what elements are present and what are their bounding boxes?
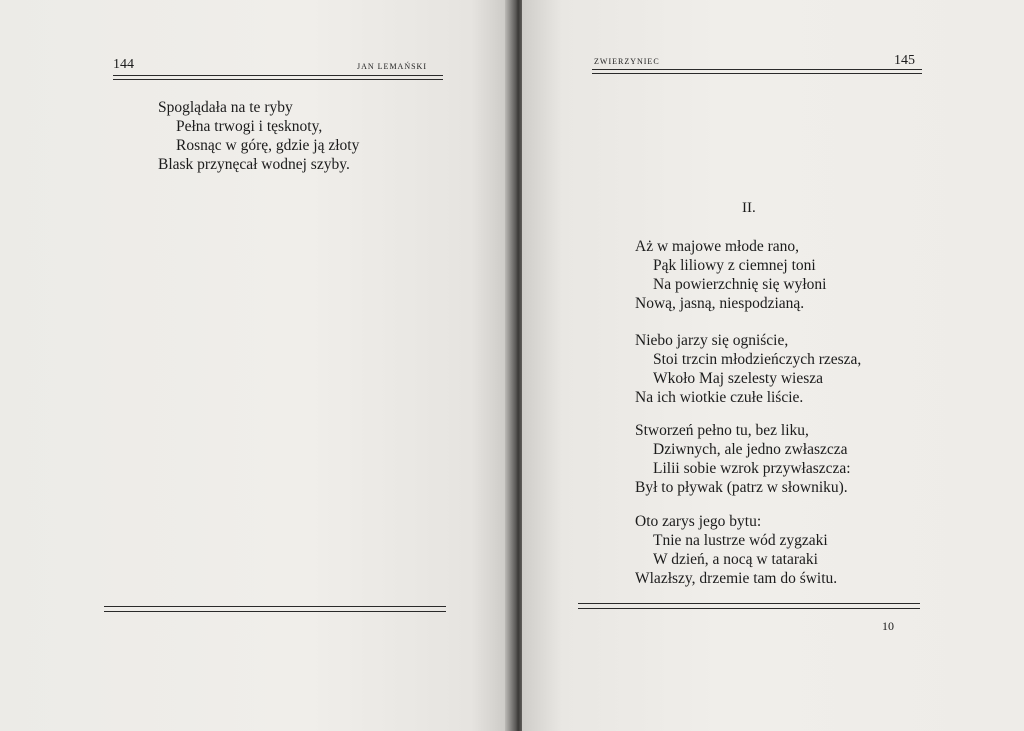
poem-line: Na powierzchnię się wyłoni xyxy=(653,276,827,293)
left-footer-rule-2 xyxy=(104,611,446,612)
poem-line: Lilii sobie wzrok przywłaszcza: xyxy=(653,460,851,477)
right-running-head: ZWIERZYNIEC xyxy=(594,57,660,66)
right-page-number: 145 xyxy=(894,53,915,68)
poem-line: Wkoło Maj szelesty wiesza xyxy=(653,370,824,387)
left-footer-rule xyxy=(104,606,446,607)
poem-line: Aż w majowe młode rano, xyxy=(635,238,799,255)
signature-mark: 10 xyxy=(882,619,894,633)
left-running-head: JAN LEMAŃSKI xyxy=(357,62,427,71)
poem-line: Blask przynęcał wodnej szyby. xyxy=(158,156,350,173)
poem-line: Wlazłszy, drzemie tam do świtu. xyxy=(635,570,838,587)
poem-line: Pąk liliowy z ciemnej toni xyxy=(653,257,816,274)
section-title: II. xyxy=(742,200,756,216)
poem-line: W dzień, a nocą w tataraki xyxy=(653,551,818,568)
right-header-rule-2 xyxy=(592,73,922,74)
right-header-rule xyxy=(592,69,922,70)
poem-line: Stoi trzcin młodzieńczych rzesza, xyxy=(653,351,862,368)
poem-line: Stworzeń pełno tu, bez liku, xyxy=(635,422,809,439)
poem-line: Na ich wiotkie czułe liście. xyxy=(635,389,804,406)
left-header-rule xyxy=(113,75,443,76)
poem-line: Spoglądała na te ryby xyxy=(158,99,293,116)
poem-line: Był to pływak (patrz w słowniku). xyxy=(635,479,848,496)
poem-line: Pełna trwogi i tęsknoty, xyxy=(176,118,323,135)
left-page-number: 144 xyxy=(113,57,134,72)
right-footer-rule xyxy=(578,603,920,604)
poem-line: Nową, jasną, niespodzianą. xyxy=(635,295,805,312)
poem-line: Rosnąc w górę, gdzie ją złoty xyxy=(176,137,360,154)
right-page xyxy=(522,0,1024,731)
poem-line: Niebo jarzy się ogniście, xyxy=(635,332,789,349)
poem-line: Dziwnych, ale jedno zwłaszcza xyxy=(653,441,848,458)
poem-line: Tnie na lustrze wód zygzaki xyxy=(653,532,828,549)
poem-line: Oto zarys jego bytu: xyxy=(635,513,762,530)
right-footer-rule-2 xyxy=(578,608,920,609)
left-header-rule-2 xyxy=(113,79,443,80)
